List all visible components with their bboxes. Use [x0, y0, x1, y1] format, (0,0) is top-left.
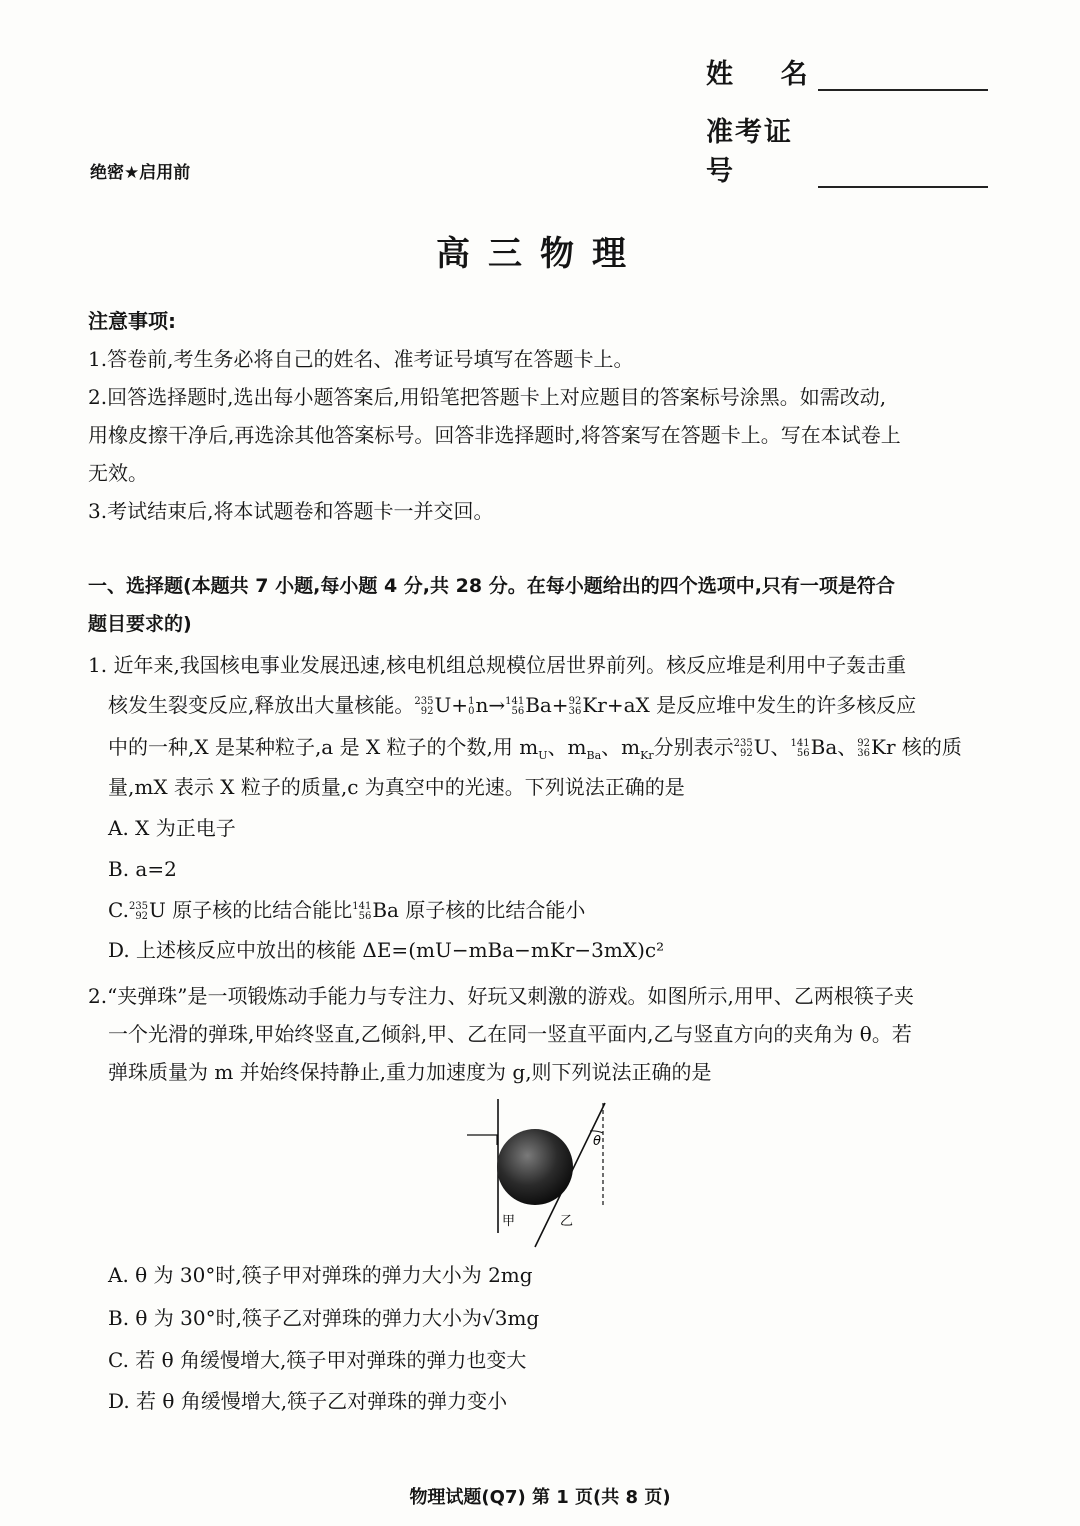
- option-letter: C.: [108, 898, 129, 922]
- atomic-number: 92: [135, 910, 149, 922]
- question-2-stem: 2.“夹弹珠”是一项锻炼动手能力与专注力、好玩又刺激的游戏。如图所示,用甲、乙两根筷子夹: [88, 984, 914, 1008]
- question-2-stem: 一个光滑的弹珠,甲始终竖直,乙倾斜,甲、乙在同一竖直平面内,乙与竖直方向的夹角为 θ。若: [108, 1022, 912, 1046]
- question-1-masses-line: [108, 734, 962, 769]
- text-segment: Ba、: [810, 735, 858, 759]
- subscript: Kr: [640, 749, 654, 762]
- nuclide-U: [414, 697, 433, 717]
- option-a[interactable]: A. θ 为 30°时,筷子甲对弹珠的弹力大小为 2mg: [108, 1263, 533, 1287]
- question-1-stem: 1. 近年来,我国核电事业发展迅速,核电机组总规模位居世界前列。核反应堆是利用中子轰击重: [88, 653, 907, 677]
- text-segment: 、m: [547, 735, 587, 759]
- nuclide-U: [734, 739, 753, 759]
- text-segment: n→: [475, 693, 506, 717]
- text-segment: 分别表示: [653, 735, 734, 759]
- label-yi: 乙: [560, 1214, 574, 1229]
- nuclide-Ba: [352, 902, 371, 922]
- option-c[interactable]: [108, 897, 585, 923]
- question-1-equation-line: [108, 692, 916, 718]
- question-1-stem: 量,mX 表示 X 粒子的质量,c 为真空中的光速。下列说法正确的是: [108, 775, 685, 799]
- text-segment: U+: [434, 693, 469, 717]
- question-2-stem: 弹珠质量为 m 并始终保持静止,重力加速度为 g,则下列说法正确的是: [108, 1060, 712, 1084]
- text-segment: 核发生裂变反应,释放出大量核能。: [108, 693, 415, 717]
- option-d[interactable]: D. 上述核反应中放出的核能 ΔE=(mU−mBa−mKr−3mX)c²: [108, 938, 665, 962]
- subscript: Ba: [586, 749, 602, 762]
- mass-number: 235: [414, 695, 434, 707]
- text-segment: 、m: [601, 735, 641, 759]
- page-footer: 物理试题(Q7) 第 1 页(共 8 页): [409, 1487, 671, 1508]
- atomic-number: 36: [568, 705, 582, 717]
- nuclide-U: [129, 902, 148, 922]
- text-segment: U 原子核的比结合能比: [149, 898, 353, 922]
- theta-arc: [590, 1131, 603, 1133]
- nuclide-n: [468, 697, 474, 717]
- notice-heading: 注意事项:: [88, 309, 176, 333]
- atomic-number: 0: [468, 705, 475, 717]
- mass-number: 141: [790, 737, 810, 749]
- text-segment: Kr 核的质: [871, 735, 962, 759]
- exam-id-label: 准考证号: [706, 117, 793, 187]
- label-jia: 甲: [502, 1214, 516, 1229]
- section-heading-cont: 题目要求的): [88, 613, 192, 635]
- option-c[interactable]: C. 若 θ 角缓慢增大,筷子甲对弹珠的弹力也变大: [108, 1348, 527, 1372]
- mass-number: 92: [857, 737, 870, 749]
- text-segment: U、: [753, 735, 791, 759]
- text-segment: Ba+: [525, 693, 569, 717]
- page-title: 高三物理: [436, 234, 644, 274]
- atomic-number: 56: [358, 910, 372, 922]
- section-heading: 一、选择题(本题共 7 小题,每小题 4 分,共 28 分。在每小题给出的四个选项中,只有一项是符合: [88, 575, 895, 597]
- notice-line: 无效。: [88, 461, 148, 485]
- confidential-mark: 绝密★启用前: [90, 163, 191, 183]
- name-field[interactable]: [706, 52, 988, 91]
- notice-line: 3.考试结束后,将本试题卷和答题卡一并交回。: [88, 499, 494, 523]
- nuclide-Kr: [569, 697, 582, 717]
- text-segment: Kr+aX 是反应堆中发生的许多核反应: [582, 693, 917, 717]
- nuclide-Ba: [791, 739, 810, 759]
- force-arrow: [467, 1135, 497, 1145]
- name-blank-line[interactable]: [818, 65, 988, 91]
- mass-number: 141: [505, 695, 525, 707]
- notice-line: 2.回答选择题时,选出每小题答案后,用铅笔把答题卡上对应题目的答案标号涂黑。如需改动,: [88, 385, 887, 409]
- atomic-number: 36: [857, 747, 870, 759]
- mass-number: 1: [468, 695, 475, 707]
- marble: [497, 1129, 573, 1205]
- name-label: 姓 名: [706, 59, 810, 90]
- option-a[interactable]: A. X 为正电子: [108, 816, 236, 840]
- mass-number: 92: [568, 695, 582, 707]
- atomic-number: 56: [511, 705, 525, 717]
- exam-id-blank-line[interactable]: [818, 162, 988, 188]
- marble-chopsticks-figure: [455, 1095, 630, 1250]
- option-b[interactable]: B. a=2: [108, 857, 177, 881]
- atomic-number: 92: [739, 747, 753, 759]
- theta-label: θ: [593, 1134, 601, 1149]
- atomic-number: 92: [420, 705, 434, 717]
- text-segment: Ba 原子核的比结合能小: [372, 898, 586, 922]
- mass-number: 235: [733, 737, 753, 749]
- option-d[interactable]: D. 若 θ 角缓慢增大,筷子乙对弹珠的弹力变小: [108, 1389, 508, 1413]
- exam-id-field[interactable]: [706, 110, 988, 188]
- subscript: U: [538, 749, 548, 762]
- notice-line: 用橡皮擦干净后,再选涂其他答案标号。回答非选择题时,将答案写在答题卡上。写在本试卷上: [88, 423, 901, 447]
- text-segment: 中的一种,X 是某种粒子,a 是 X 粒子的个数,用 m: [108, 735, 539, 759]
- nuclide-Ba: [505, 697, 524, 717]
- atomic-number: 56: [796, 747, 810, 759]
- mass-number: 235: [128, 900, 149, 912]
- option-b[interactable]: B. θ 为 30°时,筷子乙对弹珠的弹力大小为√3mg: [108, 1306, 540, 1330]
- mass-number: 141: [352, 900, 372, 912]
- notice-line: 1.答卷前,考生务必将自己的姓名、准考证号填写在答题卡上。: [88, 347, 634, 371]
- nuclide-Kr: [857, 739, 870, 759]
